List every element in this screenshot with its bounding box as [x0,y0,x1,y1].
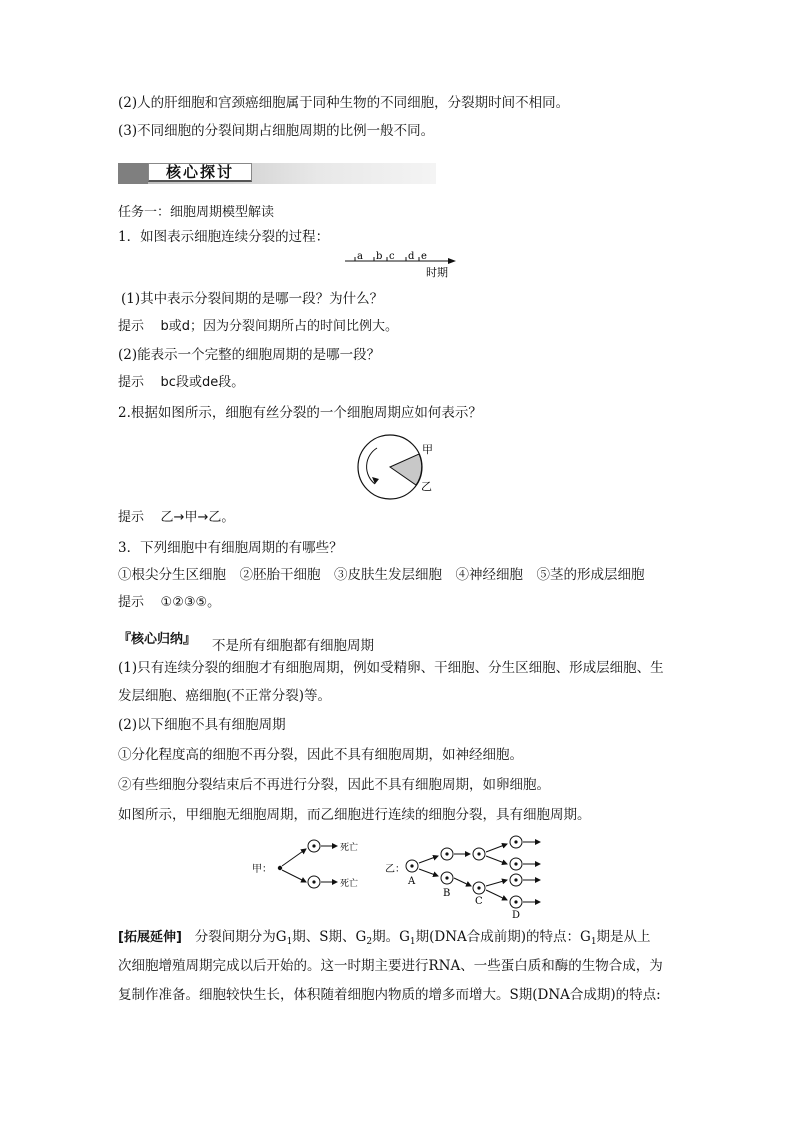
hint-label: 提示 [118,319,145,334]
intro-line-3: (3)不同细胞的分裂间期占细胞周期的比例一般不同。 [118,123,435,139]
summary-title: 不是所有细胞都有细胞周期 [212,638,374,654]
summary-tag: 『核心归纳』 [118,632,197,647]
hint-label: 提示 [118,375,145,390]
timeline-diagram [340,248,470,282]
fig-jia-label: 甲： [252,864,272,875]
q3-ans: ①②③⑤。 [160,595,221,610]
hint-label: 提示 [118,510,145,525]
task-title: 任务一：细胞周期模型解读 [118,205,275,220]
ext-text-1b: 期、S期、G [292,929,367,945]
label-yi: 乙 [421,480,432,493]
q3-ans-row [118,593,220,613]
summary-p5: 如图所示，甲细胞无细胞周期，而乙细胞进行连续的细胞分裂，具有细胞周期。 [118,807,591,823]
q1-ans2: bc段或de段。 [160,375,245,390]
q2-stem: 2.根据如图所示，细胞有丝分裂的一个细胞周期应如何表示？ [118,405,482,421]
timeline-label-b: b [376,251,383,262]
extension-line-1 [118,927,651,952]
q1-ans1: b或d；因为分裂间期所占的时间比例大。 [160,319,399,334]
ext-text-1e: 期是从上 [596,929,651,945]
q2-ans-row [118,508,234,528]
ext-sub-2: 2 [366,937,373,947]
q1-sub1: (1)其中表示分裂间期的是哪一段？为什么？ [121,291,384,307]
fig-label-a: A [408,876,416,887]
q1-sub2: (2)能表示一个完整的细胞周期的是哪一段？ [118,347,381,363]
summary-p3: ①分化程度高的细胞不再分裂，因此不具有细胞周期，如神经细胞。 [118,747,523,763]
fig-death-1: 死亡 [340,843,359,853]
hint-label: 提示 [118,595,145,610]
extension-tag: [拓展延伸] [118,930,182,945]
q1-stem: 1．如图表示细胞连续分裂的过程： [118,229,330,245]
ext-sub-4: 1 [590,937,597,947]
label-jia: 甲 [422,443,433,456]
q3-stem: 3．下列细胞中有细胞周期的有哪些？ [118,540,343,556]
ext-text-1a: 分裂间期分为G [194,929,287,945]
summary-p4: ②有些细胞分裂结束后不再进行分裂，因此不具有细胞周期，如卵细胞。 [118,777,550,793]
fig-yi-label: 乙： [385,864,405,875]
extension-line-3: 复制作准备。细胞较快生长，体积随着细胞内物质的增多而增大。S期(DNA合成期)的特点: [118,987,661,1003]
timeline-label-e: e [421,251,427,262]
summary-p1a: (1)只有连续分裂的细胞才有细胞周期，例如受精卵、干细胞、分生区细胞、形成层细胞、生 [118,660,664,676]
summary-p1b: 发层细胞、癌细胞(不正常分裂)等。 [118,688,332,704]
timeline-axis-label: 时期 [426,266,448,279]
ext-text-1d: 期(DNA合成前期)的特点：G [415,929,591,945]
ext-sub-1: 1 [286,937,293,947]
fig-label-d: D [512,910,521,920]
timeline-label-d: d [408,251,415,262]
fig-label-c: C [475,896,483,907]
fig-death-2: 死亡 [340,879,359,889]
cell-division-figure [250,832,550,920]
q1-ans2-row [118,373,244,393]
timeline-label-c: c [389,251,395,262]
q1-ans1-row [118,317,398,337]
intro-line-2: (2)人的肝细胞和宫颈癌细胞属于同种生物的不同细胞，分裂期时间不相同。 [118,95,570,111]
extension-line-2: 次细胞增殖周期完成以后开始的。这一时期主要进行RNA、一些蛋白质和酶的生物合成，为 [118,958,663,974]
cell-cycle-diagram [355,432,445,504]
fig-label-b: B [443,888,451,899]
q2-ans: 乙→甲→乙。 [160,510,235,525]
summary-p2: (2)以下细胞不具有细胞周期 [118,717,286,733]
ext-text-1c: 期。G [372,929,410,945]
section-header: 核心探讨 [148,163,252,182]
ext-sub-3: 1 [409,937,416,947]
timeline-label-a: a [357,251,363,262]
q3-options: ①根尖分生区细胞 ②胚胎干细胞 ③皮肤生发层细胞 ④神经细胞 ⑤茎的形成层细胞 [118,567,645,583]
